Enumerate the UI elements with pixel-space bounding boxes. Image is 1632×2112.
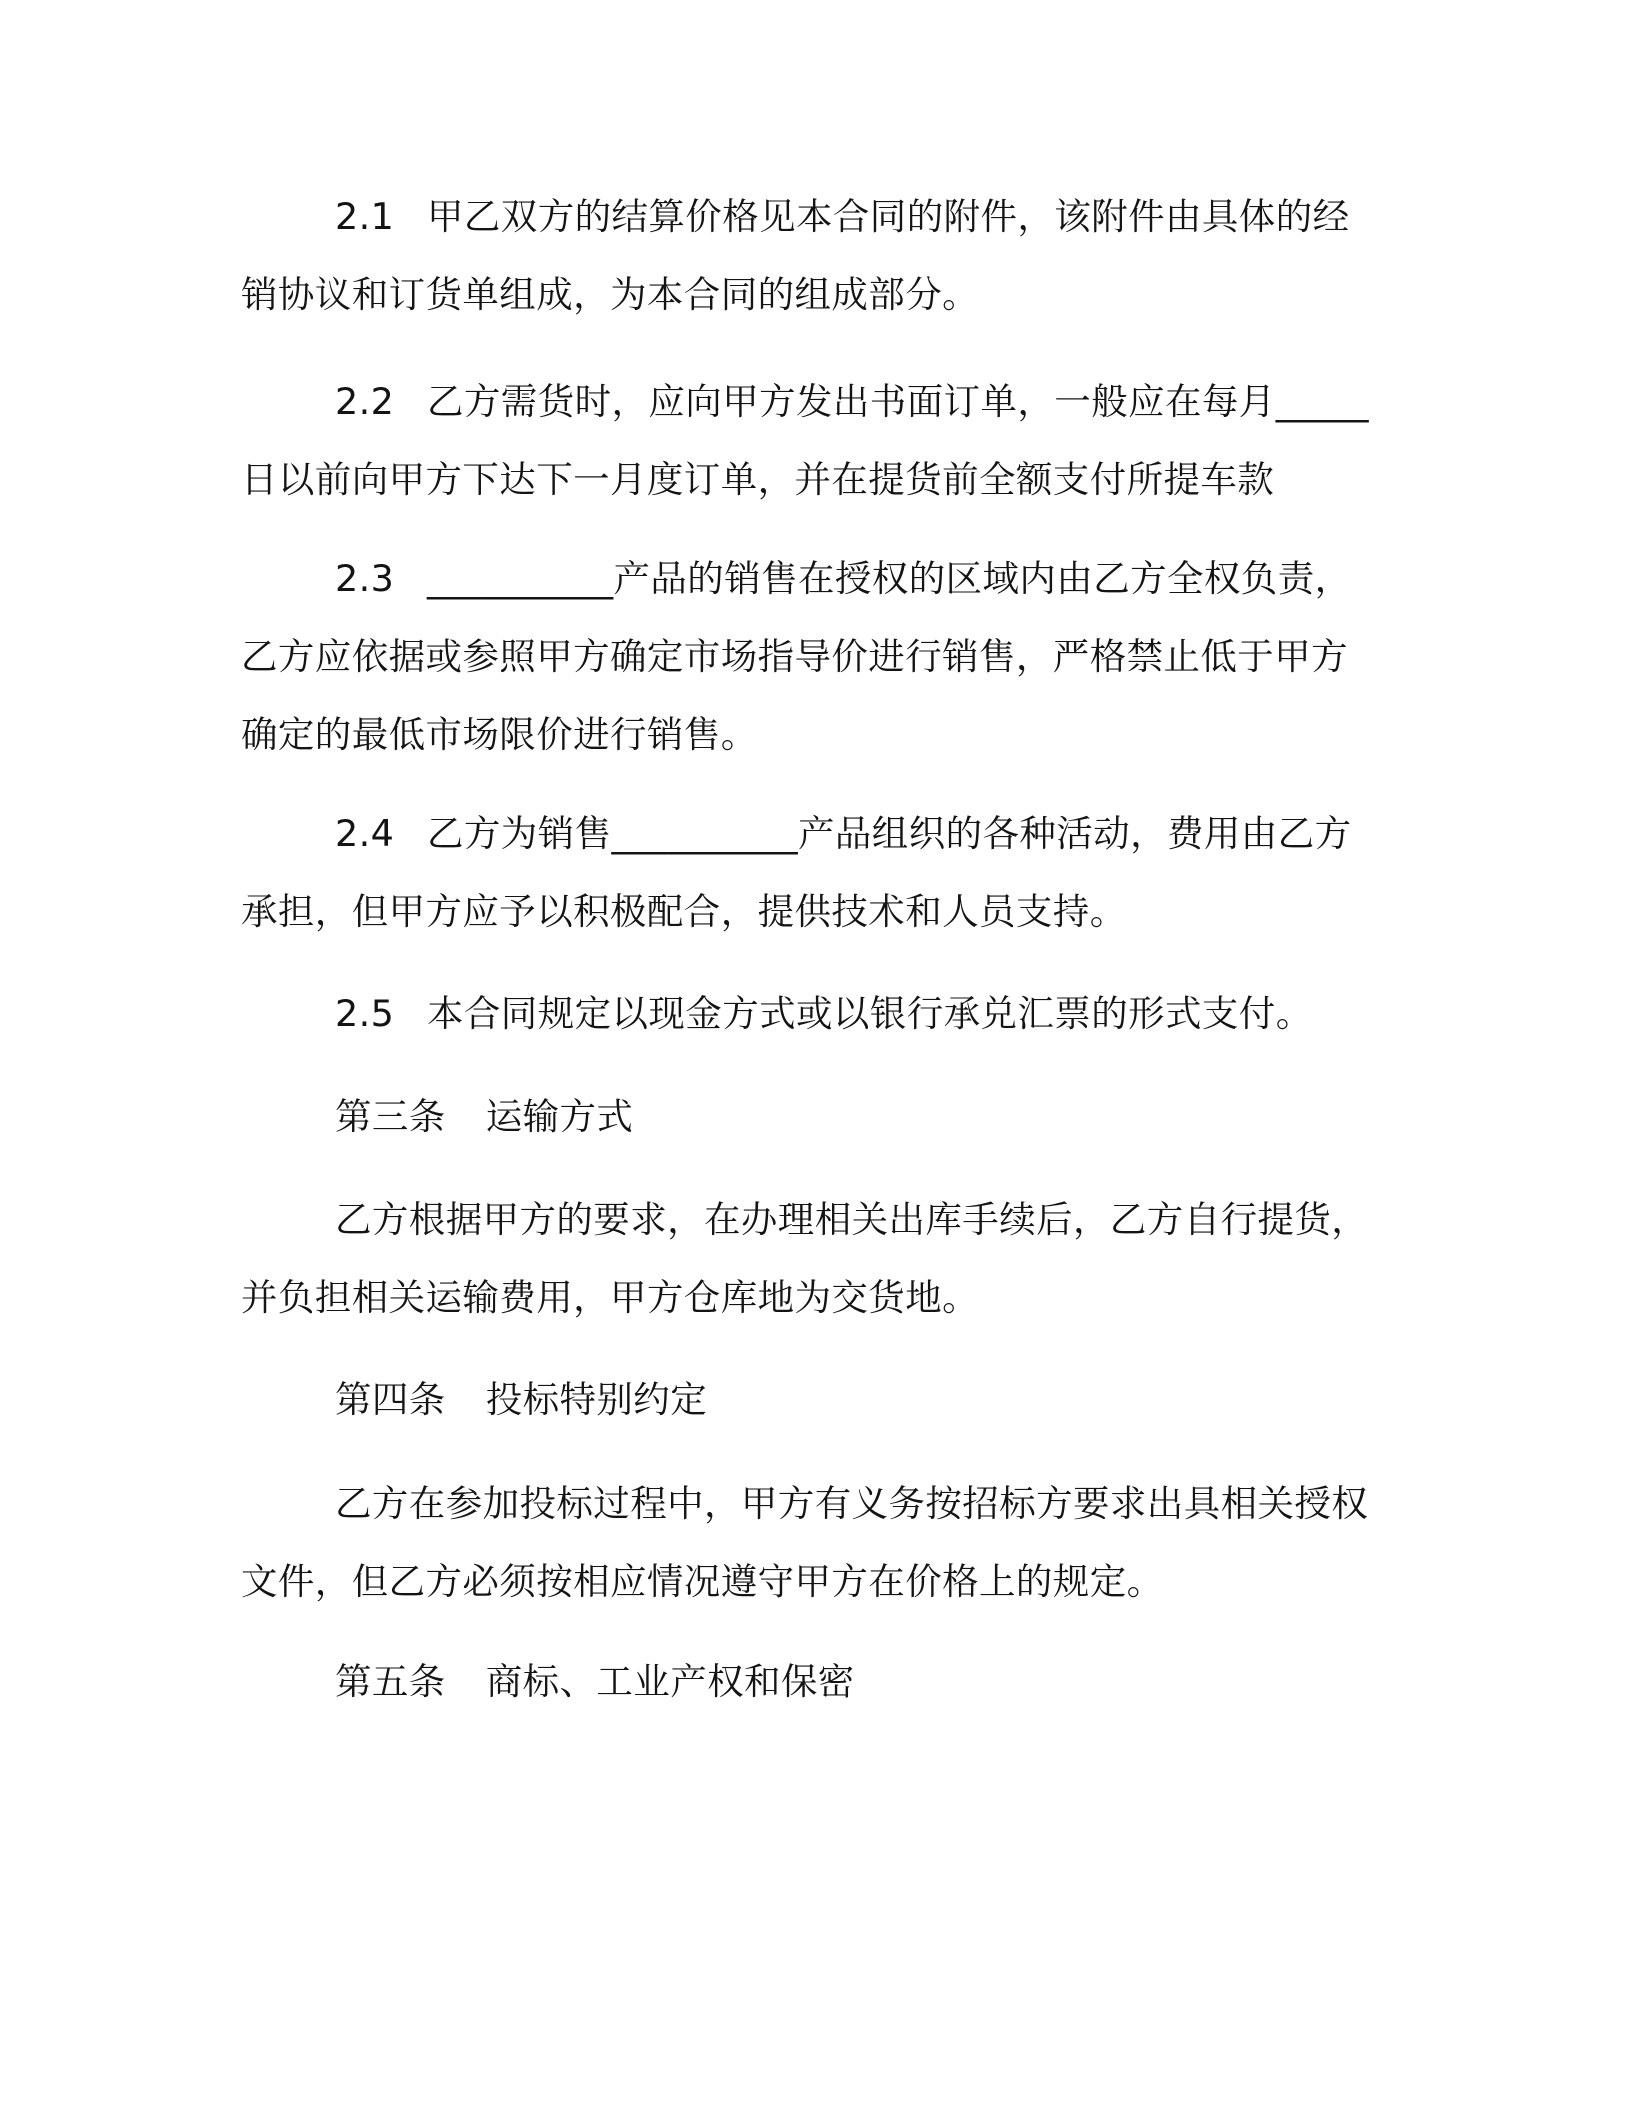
clause-number: 2.4 bbox=[335, 812, 395, 855]
article-number: 第三条 bbox=[335, 1095, 446, 1138]
clause-number: 2.3 bbox=[335, 557, 395, 600]
body-text-line: 并负担相关运输费用，甲方仓库地为交货地。 bbox=[241, 1276, 979, 1319]
article-number: 第四条 bbox=[335, 1378, 446, 1421]
article-title: 运输方式 bbox=[485, 1095, 634, 1138]
clause-number: 2.5 bbox=[335, 992, 395, 1035]
body-text-line: 乙方根据甲方的要求，在办理相关出库手续后，乙方自行提货， bbox=[335, 1198, 1369, 1241]
clause-2-5 bbox=[241, 975, 1391, 1053]
clause-text-line: 销协议和订货单组成，为本合同的组成部分。 bbox=[241, 273, 979, 316]
article-title: 商标、工业产权和保密 bbox=[485, 1660, 855, 1703]
clause-text-line: 乙方应依据或参照甲方确定市场指导价进行销售，严格禁止低于甲方 bbox=[241, 635, 1348, 678]
clause-2-3 bbox=[241, 540, 1391, 774]
clause-text-line: 甲乙双方的结算价格见本合同的附件，该附件由具体的经 bbox=[427, 195, 1350, 238]
clause-text-line: 确定的最低市场限价进行销售。 bbox=[241, 713, 758, 756]
article-5-heading bbox=[241, 1643, 1391, 1721]
body-text-line: 文件，但乙方必须按相应情况遵守甲方在价格上的规定。 bbox=[241, 1560, 1164, 1603]
article-3-heading bbox=[241, 1078, 1391, 1156]
article-3-body bbox=[241, 1181, 1391, 1337]
clause-text-line: __________产品的销售在授权的区域内由乙方全权负责， bbox=[427, 557, 1352, 600]
clause-text-line: 乙方需货时，应向甲方发出书面订单，一般应在每月_____ bbox=[427, 380, 1369, 423]
article-title: 投标特别约定 bbox=[485, 1378, 708, 1421]
article-4-heading bbox=[241, 1361, 1391, 1439]
clause-text-line: 乙方为销售__________产品组织的各种活动，费用由乙方 bbox=[427, 812, 1352, 855]
clause-text-line: 本合同规定以现金方式或以银行承兑汇票的形式支付。 bbox=[427, 992, 1313, 1035]
clause-2-2 bbox=[241, 363, 1391, 519]
article-4-body bbox=[241, 1465, 1391, 1621]
body-text-line: 乙方在参加投标过程中，甲方有义务按招标方要求出具相关授权 bbox=[335, 1482, 1369, 1525]
clause-number: 2.1 bbox=[335, 195, 395, 238]
clause-text-line: 日以前向甲方下达下一月度订单，并在提货前全额支付所提车款 bbox=[241, 458, 1275, 501]
clause-text-line: 承担，但甲方应予以积极配合，提供技术和人员支持。 bbox=[241, 890, 1127, 933]
clause-2-1 bbox=[241, 178, 1391, 334]
clause-2-4 bbox=[241, 795, 1391, 951]
clause-number: 2.2 bbox=[335, 380, 395, 423]
article-number: 第五条 bbox=[335, 1660, 446, 1703]
